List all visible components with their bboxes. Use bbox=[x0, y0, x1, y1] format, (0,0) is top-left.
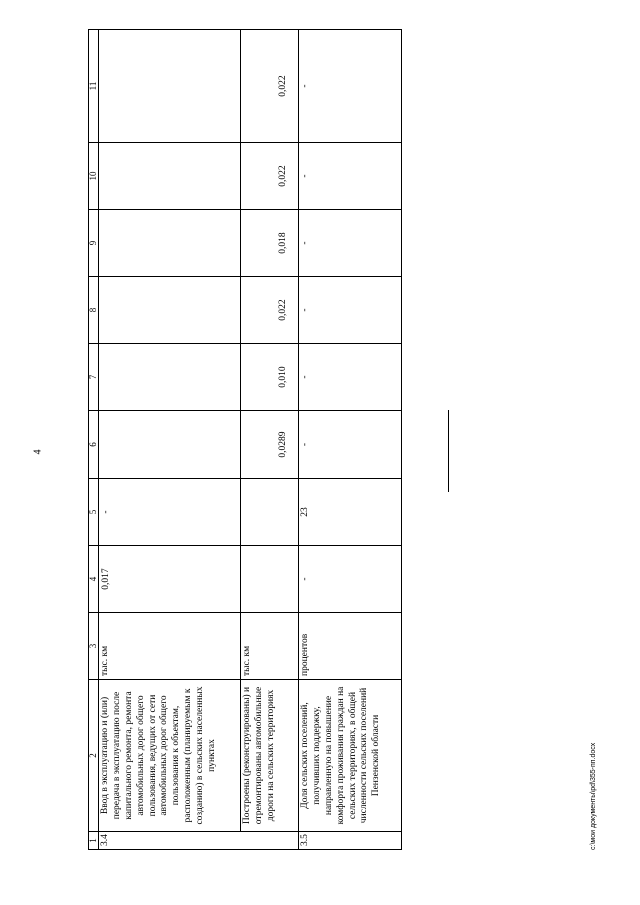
indicator-name: Доля сельских поселений, получивших поддержку, направленную на повышение комфорта проживания граждан на сельских территориях, в общей численности сельских поселений Пензенской области bbox=[299, 680, 402, 832]
header-cell: 4 bbox=[89, 546, 99, 613]
value-cell bbox=[99, 344, 241, 411]
value-cell bbox=[99, 210, 241, 277]
value-cell bbox=[241, 479, 299, 546]
value-cell: - bbox=[299, 411, 402, 479]
value-cell: 0,010 bbox=[241, 344, 299, 411]
table-row bbox=[241, 30, 299, 850]
separator-line bbox=[448, 410, 449, 492]
value-cell: - bbox=[299, 143, 402, 210]
value-cell bbox=[99, 143, 241, 210]
value-cell: 0,018 bbox=[241, 210, 299, 277]
unit-cell: тыс. км bbox=[99, 613, 241, 680]
file-path-footer: c:\мои документы\pd\355-пп.docx bbox=[590, 742, 597, 850]
value-cell: 0,022 bbox=[241, 30, 299, 143]
header-cell: 7 bbox=[89, 344, 99, 411]
value-cell: 0,022 bbox=[241, 277, 299, 344]
table-row bbox=[99, 30, 241, 850]
value-cell: 23 bbox=[299, 479, 402, 546]
header-cell: 8 bbox=[89, 277, 99, 344]
value-cell: 0,022 bbox=[241, 143, 299, 210]
indicator-name: Построены (реконструированы) и отремонтированы автомобильные дороги на сельских территориях bbox=[241, 680, 299, 832]
table-row bbox=[299, 30, 402, 850]
header-cell: 10 bbox=[89, 143, 99, 210]
header-cell: 6 bbox=[89, 411, 99, 479]
value-cell: - bbox=[299, 277, 402, 344]
value-cell bbox=[99, 30, 241, 143]
indicators-table bbox=[88, 29, 402, 850]
value-cell bbox=[99, 277, 241, 344]
value-cell bbox=[99, 411, 241, 479]
indicator-name: Ввод в эксплуатацию и (или) передача в эксплуатацию после капитального ремонта, ремонта автомобильных дорог общего пользования, ведущих от сети автомобильных дорог общего пользования к объектам, расположенным (планируемым к созданию) в сельских населенных пунктах bbox=[99, 680, 241, 832]
unit-cell: процентов bbox=[299, 613, 402, 680]
value-cell bbox=[241, 546, 299, 613]
row-number: 3.5 bbox=[299, 832, 402, 850]
unit-cell: тыс. км bbox=[241, 613, 299, 680]
page-number: 4 bbox=[32, 449, 44, 455]
value-cell: 0,0289 bbox=[241, 411, 299, 479]
header-cell: 9 bbox=[89, 210, 99, 277]
table-header-row bbox=[89, 30, 99, 850]
header-cell: 5 bbox=[89, 479, 99, 546]
value-cell: - bbox=[299, 546, 402, 613]
value-cell: - bbox=[99, 479, 241, 546]
value-cell: - bbox=[299, 344, 402, 411]
header-cell: 11 bbox=[89, 30, 99, 143]
value-cell: 0,017 bbox=[99, 546, 241, 613]
row-number: 3.4 bbox=[99, 832, 299, 850]
value-cell: - bbox=[299, 210, 402, 277]
header-cell: 2 bbox=[89, 680, 99, 832]
value-cell: - bbox=[299, 30, 402, 143]
header-cell: 3 bbox=[89, 613, 99, 680]
rotated-table-container bbox=[88, 30, 406, 850]
header-cell: 1 bbox=[89, 832, 99, 850]
